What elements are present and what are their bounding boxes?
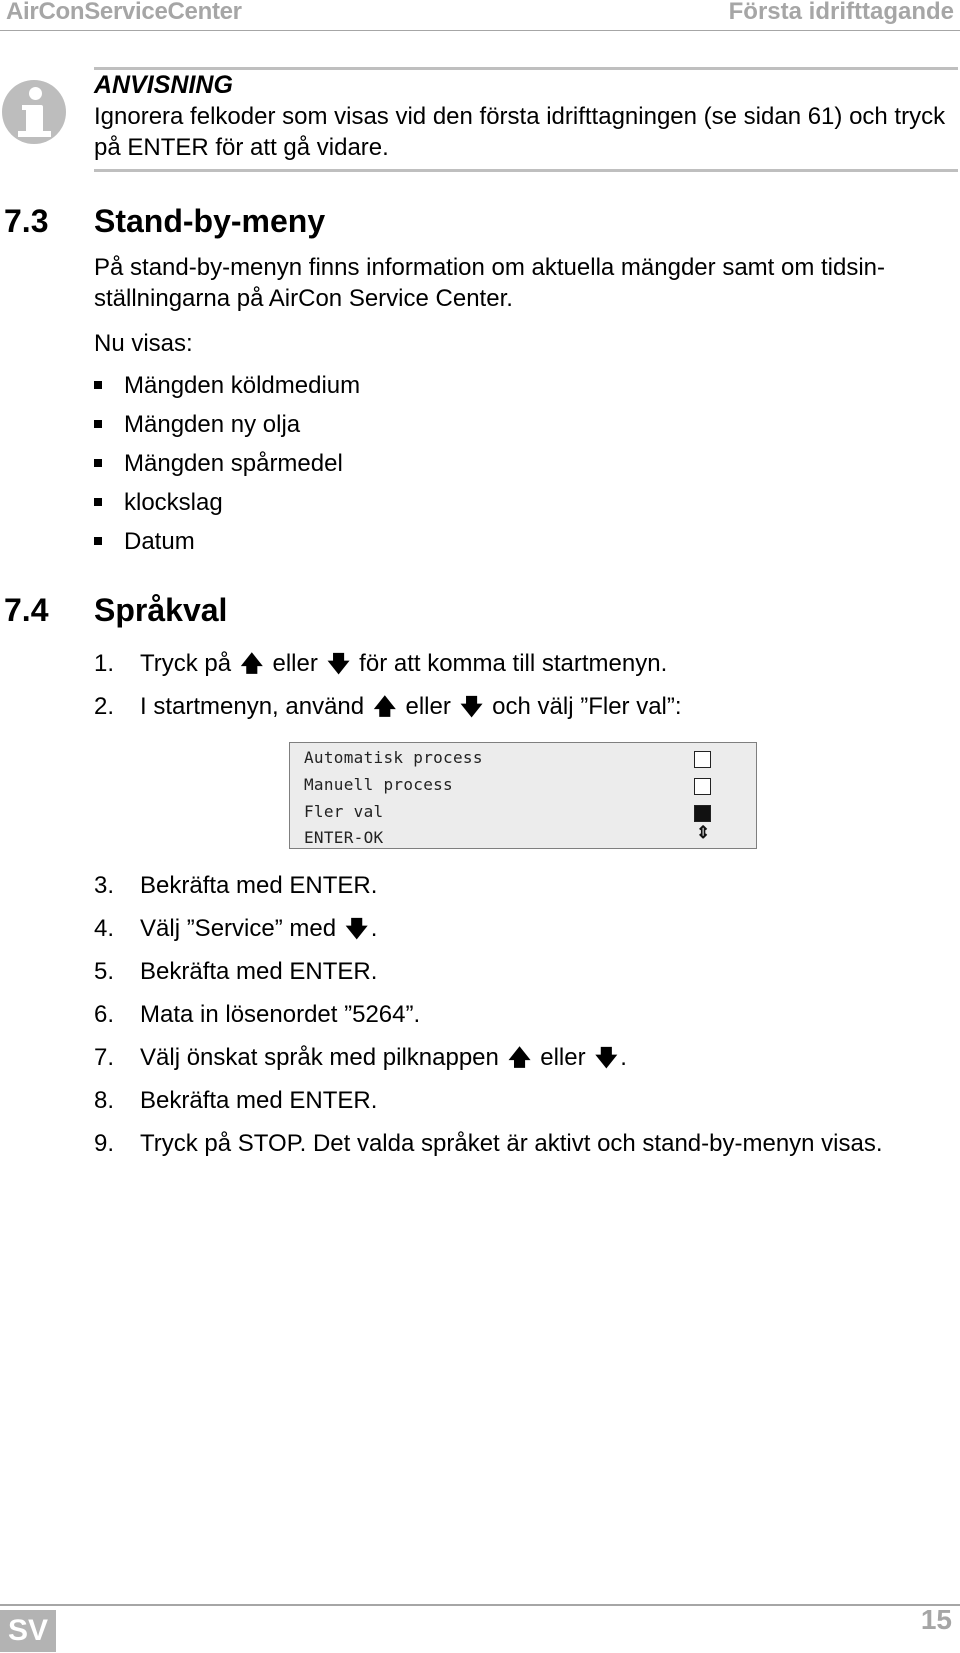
arrow-up-icon: 🡅 — [373, 694, 397, 719]
bullet-list — [94, 371, 360, 566]
arrow-down-icon: 🡇 — [460, 694, 483, 719]
list-item: klockslag — [94, 488, 360, 527]
step-item: 4. Välj ”Service” med 🡇 . — [94, 915, 378, 942]
section-number: 7.3 — [4, 203, 49, 239]
step-item: 3. Bekräfta med ENTER. — [94, 872, 378, 899]
menu-item-manual-process: Manuell process — [304, 775, 453, 794]
steps-list — [94, 649, 682, 735]
list-item: Mängden köldmedium — [94, 371, 360, 410]
section-lead: Nu visas: — [94, 330, 193, 357]
checkbox-filled-icon — [694, 805, 711, 822]
step-item: 1. Tryck på 🡅 eller 🡇 för att komma till startmenyn. — [94, 650, 668, 677]
step-item: 6. Mata in lösenordet ”5264”. — [94, 1001, 421, 1028]
header-divider — [0, 30, 960, 31]
steps-list — [94, 871, 883, 1172]
menu-item-automatic-process: Automatisk process — [304, 748, 483, 767]
step-item: 9. Tryck på STOP. Det valda språket är aktivt och stand-by-menyn visas. — [94, 1130, 883, 1157]
section-number: 7.4 — [4, 592, 49, 628]
checkbox-empty-icon — [694, 751, 711, 768]
checkbox-empty-icon — [694, 778, 711, 795]
list-item: Mängden ny olja — [94, 410, 360, 449]
step-item: 2. I startmenyn, använd 🡅 eller 🡇 och välj ”Fler val”: — [94, 693, 682, 720]
arrow-down-icon: 🡇 — [327, 651, 350, 676]
step-item: 7. Välj önskat språk med pilknappen 🡅 eller 🡇 . — [94, 1044, 627, 1071]
list-item: Datum — [94, 527, 360, 566]
footer-divider — [0, 1604, 960, 1606]
note-title: ANVISNING — [94, 71, 233, 99]
page-number: 15 — [920, 1604, 952, 1635]
note-text: Ignorera felkoder som visas vid den första idrifttagningen (se sidan 61) och tryck på ENTER för att gå vidare. — [94, 103, 946, 161]
menu-item-more-options: Fler val — [304, 802, 384, 821]
device-display — [289, 742, 757, 849]
enter-ok-hint: ENTER-OK — [304, 828, 384, 847]
step-item: 5. Bekräfta med ENTER. — [94, 958, 378, 985]
section-intro: På stand-by-menyn finns information om aktuella mängder samt om tidsin-ställningarna på AirCon Service Center. — [94, 254, 886, 312]
language-badge: SV — [0, 1610, 56, 1652]
step-item: 8. Bekräfta med ENTER. — [94, 1087, 378, 1114]
header-brand: AirConServiceCenter — [6, 0, 242, 25]
info-icon — [2, 80, 66, 144]
arrow-up-icon: 🡅 — [508, 1045, 531, 1070]
arrow-down-icon: 🡇 — [594, 1045, 618, 1070]
up-down-arrow-icon: ⇕ — [696, 823, 711, 842]
note-rule-top — [94, 67, 958, 70]
note-rule-bottom — [94, 169, 958, 172]
arrow-down-icon: 🡇 — [345, 916, 369, 941]
list-item: Mängden spårmedel — [94, 449, 360, 488]
section-title: Stand-by-meny — [94, 203, 326, 239]
arrow-up-icon: 🡅 — [240, 651, 264, 676]
header-chapter: Första idrifttagande — [728, 0, 954, 25]
section-title: Språkval — [94, 592, 228, 628]
